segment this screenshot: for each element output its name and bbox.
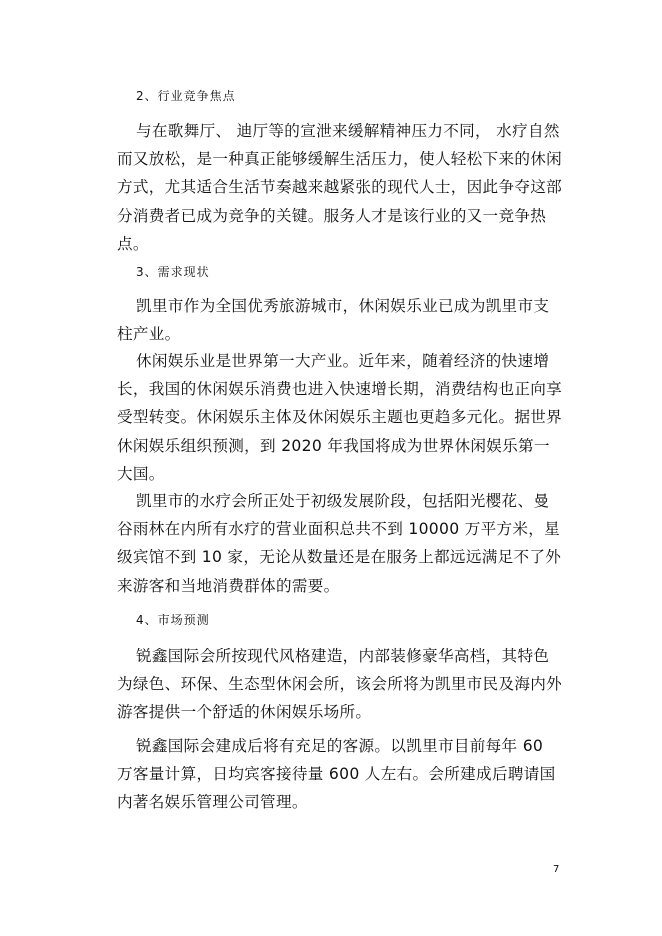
section-heading-industry-competition: 2、行业竞争焦点	[136, 89, 236, 103]
paragraph-spa-market: 凯里市的水疗会所正处于初级发展阶段，包括阳光樱花、曼谷雨林在内所有水疗的营业面积总共不到 10000 万平方米，星级宾馆不到 10 家，无论从数量还是在服务上都远远满足不了外来游客和当地消费群体的需要。	[117, 492, 562, 595]
page-number: 7	[553, 864, 560, 875]
paragraph-kaili-tourism: 凯里市作为全国优秀旅游城市，休闲娱乐业已成为凯里市支柱产业。	[117, 297, 550, 344]
section-heading-demand-status: 3、需求现状	[136, 265, 210, 279]
section-heading-market-forecast: 4、市场预测	[136, 613, 210, 627]
paragraph-competition-focus: 与在歌舞厅、 迪厅等的宣泄来缓解精神压力不同， 水疗自然而又放松，是一种真正能够缓解生活压力，使人轻松下来的休闲方式，尤其适合生活节奏越来越紧张的现代人士，因此争夺这部分消费者已成为竞争的关键。服务人才是该行业的又一竞争热点。	[117, 122, 563, 253]
paragraph-leisure-industry: 休闲娱乐业是世界第一大产业。近年来，随着经济的快速增长，我国的休闲娱乐消费也进入快速增长期，消费结构也正向享受型转变。休闲娱乐主体及休闲娱乐主题也更趋多元化。据世界休闲娱乐组织预测，到 2020 年我国将成为世界休闲娱乐第一大国。	[117, 352, 563, 483]
paragraph-club-style: 锐鑫国际会所按现代风格建造，内部装修豪华高档，其特色为绿色、环保、生态型休闲会所，该会所将为凯里市民及海内外游客提供一个舒适的休闲娱乐场所。	[117, 647, 563, 722]
paragraph-customer-source: 锐鑫国际会建成后将有充足的客源。以凯里市目前每年 60 万客量计算，日均宾客接待量 600 人左右。会所建成后聘请国内著名娱乐管理公司管理。	[117, 737, 556, 812]
